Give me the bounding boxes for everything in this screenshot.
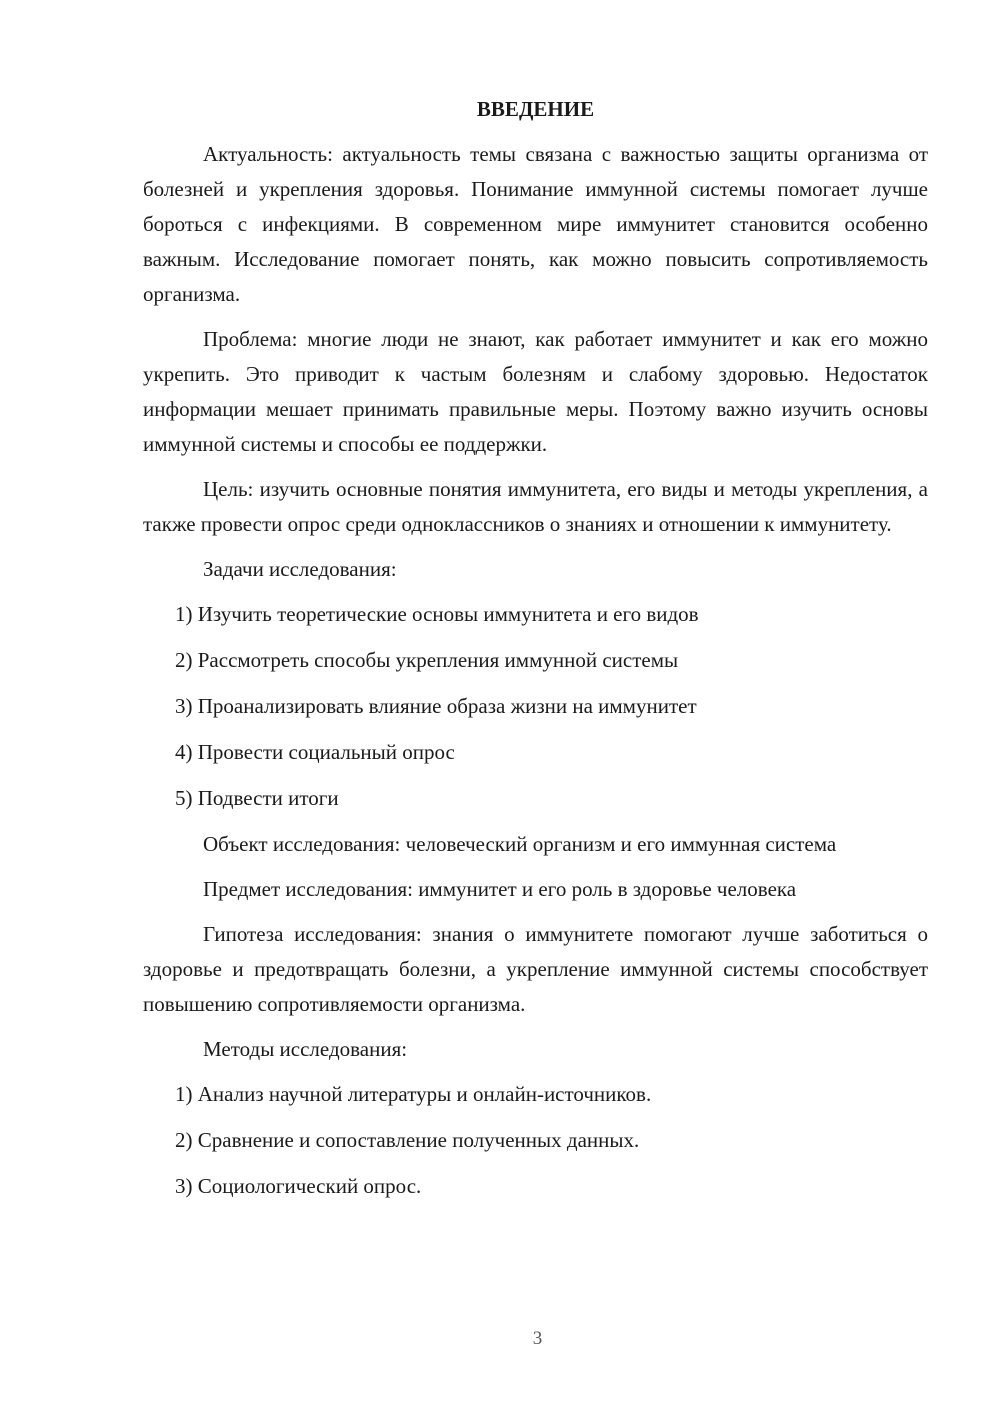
task-item: 5) Подвести итоги [175, 786, 339, 810]
hypothesis-paragraph: Гипотеза исследования: знания о иммунитете помогают лучше заботиться о здоровье и предотвращать болезни, а укрепление иммунной системы способствует повышению сопротивляемости организма. [143, 922, 928, 1016]
methods-heading: Методы исследования: [203, 1037, 408, 1061]
page-content [143, 92, 928, 1215]
tasks-heading: Задачи исследования: [203, 557, 397, 581]
methods-list [143, 1077, 928, 1204]
relevance-paragraph: Актуальность: актуальность темы связана с важностью защиты организма от болезней и укрепления здоровья. Понимание иммунной системы помогает лучше бороться с инфекциями. В современном мире иммунитет становится особенно важным. Исследование помогает понять, как можно повысить сопротивляемость организма. [143, 142, 928, 306]
method-item: 1) Анализ научной литературы и онлайн-источников. [175, 1082, 652, 1106]
subject-paragraph: Предмет исследования: иммунитет и его роль в здоровье человека [203, 877, 797, 901]
task-item: 2) Рассмотреть способы укрепления иммунной системы [175, 648, 679, 672]
goal-paragraph: Цель: изучить основные понятия иммунитета, его виды и методы укрепления, а также провести опрос среди одноклассников о знаниях и отношении к иммунитету. [143, 477, 928, 536]
task-item: 1) Изучить теоретические основы иммунитета и его видов [175, 602, 699, 626]
section-title: ВВЕДЕНИЕ [476, 97, 595, 121]
method-item: 2) Сравнение и сопоставление полученных данных. [175, 1128, 640, 1152]
problem-paragraph: Проблема: многие люди не знают, как работает иммунитет и как его можно укрепить. Это приводит к частым болезням и слабому здоровью. Недостаток информации мешает принимать правильные меры. Поэтому важно изучить основы иммунной системы и способы ее поддержки. [143, 327, 928, 456]
object-paragraph: Объект исследования: человеческий организм и его иммунная система [203, 832, 837, 856]
tasks-list [143, 597, 928, 816]
page-number: 3 [532, 1328, 543, 1349]
task-item: 3) Проанализировать влияние образа жизни на иммунитет [175, 694, 697, 718]
method-item: 3) Социологический опрос. [175, 1174, 422, 1198]
task-item: 4) Провести социальный опрос [175, 740, 455, 764]
